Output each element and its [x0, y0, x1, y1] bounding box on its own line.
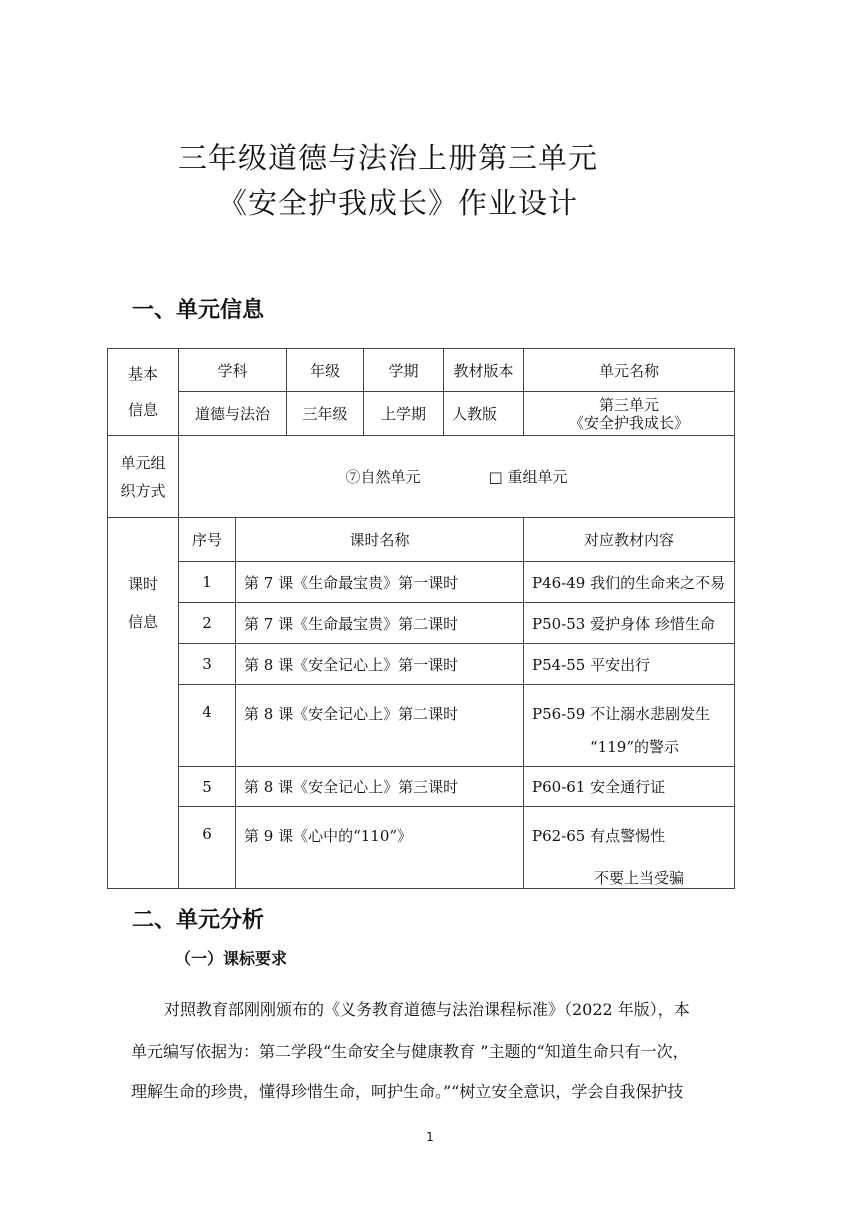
value-unit-name: 第三单元 《安全护我成长》 [524, 392, 735, 436]
table-row: 6 第 9 课《心中的“110”》 P62-65 有点警惕性 不要上当受骗 [108, 807, 735, 889]
table-row: 3 第 8 课《安全记心上》第一课时 P54-55 平安出行 [108, 644, 735, 685]
paragraph-line-2: 单元编写依据为：第二学段“生命安全与健康教育 ”主题的“知道生命只有一次， [131, 1042, 689, 1061]
table-row: 2 第 7 课《生命最宝贵》第二课时 P50-53 爱护身体 珍惜生命 [108, 603, 735, 644]
lesson-header-content: 对应教材内容 [524, 518, 735, 562]
value-subject: 道德与法治 [179, 392, 287, 436]
unit-info-table [107, 348, 735, 889]
table-row: 4 第 8 课《安全记心上》第二课时 P56-59 不让溺水悲剧发生 “119”的警示 [108, 685, 735, 767]
natural-unit-option: ⑦自然单元 [345, 468, 421, 486]
unit-org-label: 单元组 织方式 [108, 436, 179, 518]
subheading-curriculum-requirements: （一）课标要求 [175, 949, 288, 968]
paragraph-line-3: 理解生命的珍贵，懂得珍惜生命，呵护生命。”“树立安全意识，学会自我保护技 [131, 1082, 684, 1101]
document-title-line1: 三年级道德与法治上册第三单元 [178, 141, 599, 175]
regrouped-unit-option: □ 重组单元 [488, 468, 568, 486]
header-grade: 年级 [287, 349, 364, 392]
section-heading-unit-analysis: 二、单元分析 [132, 908, 265, 933]
header-subject: 学科 [179, 349, 287, 392]
section-heading-unit-info: 一、单元信息 [132, 298, 265, 323]
lesson-header-name: 课时名称 [236, 518, 524, 562]
basic-info-label: 基本 信息 [108, 349, 179, 436]
value-edition: 人教版 [444, 392, 524, 436]
document-title-line2: 《安全护我成长》作业设计 [218, 186, 579, 220]
unit-org-options [179, 436, 735, 518]
table-row: 1 第 7 课《生命最宝贵》第一课时 P46-49 我们的生命来之不易 [108, 562, 735, 603]
paragraph-line-1: 对照教育部刚刚颁布的《义务教育道德与法治课程标准》（2022 年版），本 [164, 1000, 690, 1019]
header-unit-name: 单元名称 [524, 349, 735, 392]
header-edition: 教材版本 [444, 349, 524, 392]
value-term: 上学期 [364, 392, 444, 436]
value-grade: 三年级 [287, 392, 364, 436]
header-term: 学期 [364, 349, 444, 392]
lesson-info-label: 课时 信息 [108, 518, 179, 889]
page-number: 1 [426, 1130, 434, 1144]
lesson-header-no: 序号 [179, 518, 236, 562]
table-row: 5 第 8 课《安全记心上》第三课时 P60-61 安全通行证 [108, 767, 735, 807]
